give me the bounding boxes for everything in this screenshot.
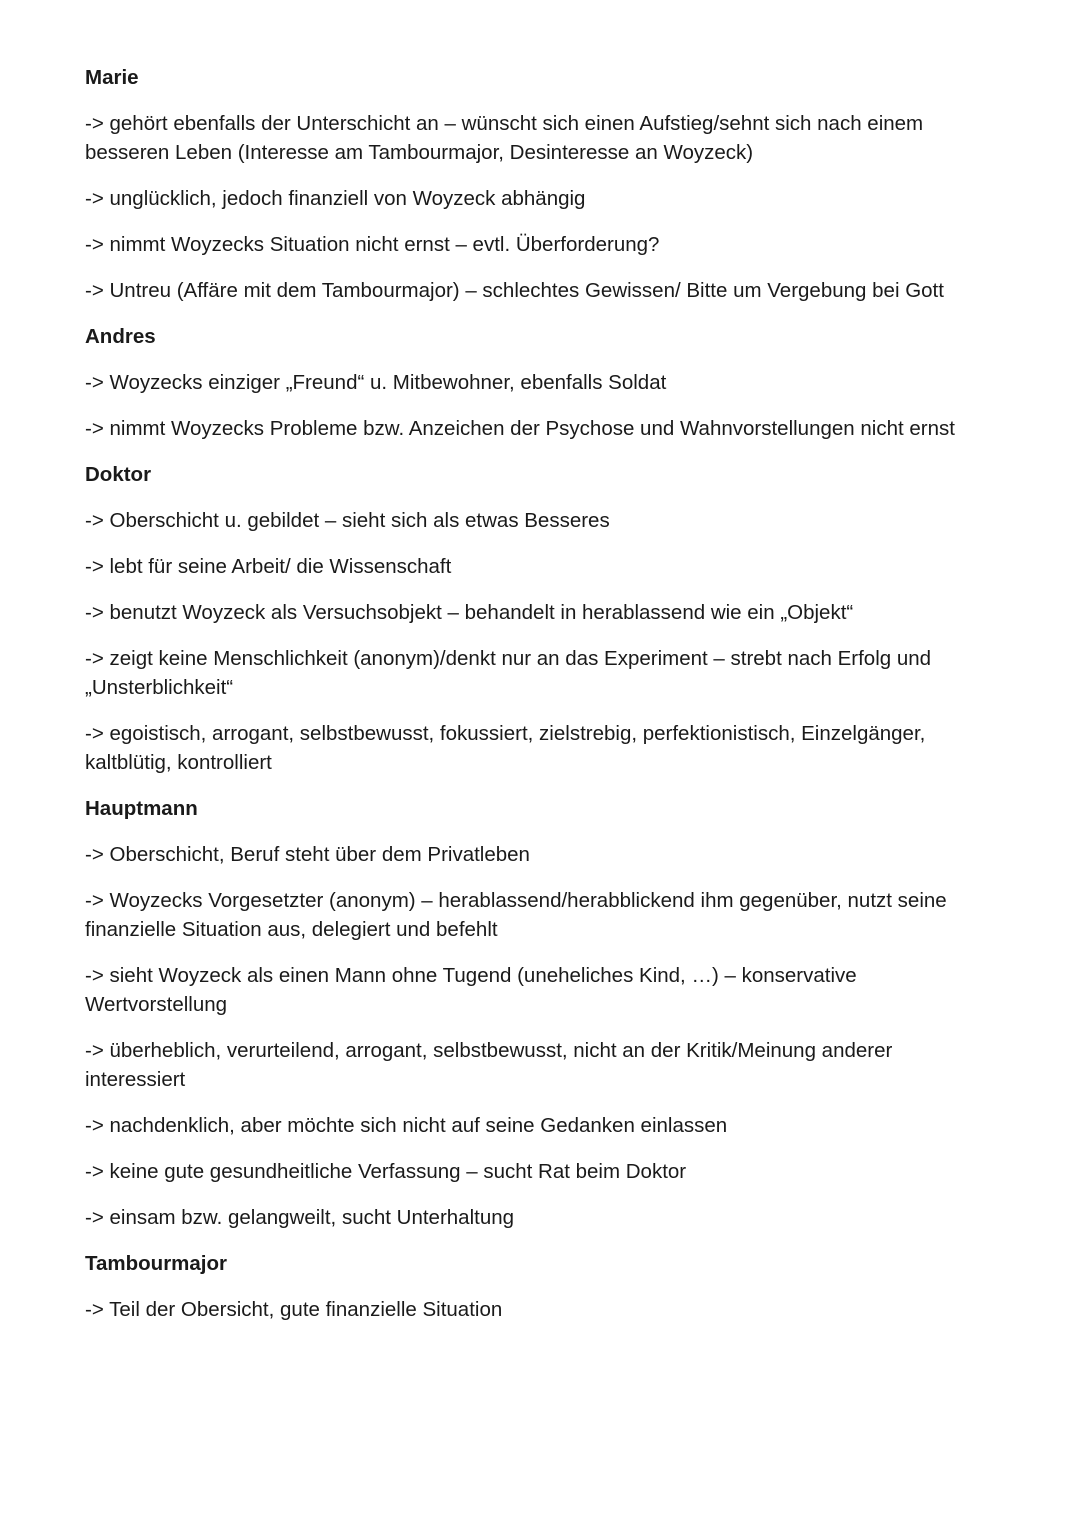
list-item: -> lebt für seine Arbeit/ die Wissenschaft (85, 555, 452, 578)
section-heading: Andres (85, 325, 156, 348)
list-item: -> einsam bzw. gelangweilt, sucht Unterhaltung (85, 1206, 515, 1229)
list-item: -> Oberschicht u. gebildet – sieht sich als etwas Besseres (85, 509, 610, 532)
section-heading: Tambourmajor (85, 1252, 227, 1275)
section-heading: Doktor (85, 463, 152, 486)
list-item: -> gehört ebenfalls der Unterschicht an – wünscht sich einen Aufstieg/sehnt sich nach einem besseren Leben (Interesse am Tambourmajor, Desinteresse an Woyzeck) (85, 112, 924, 164)
list-item: -> unglücklich, jedoch finanziell von Woyzeck abhängig (85, 187, 586, 210)
section-andres (85, 322, 985, 443)
section-tambourmajor (85, 1249, 985, 1324)
list-item: -> sieht Woyzeck als einen Mann ohne Tugend (uneheliches Kind, …) – konservative Wertvorstellung (85, 964, 857, 1016)
section-doktor (85, 460, 985, 777)
list-item: -> nimmt Woyzecks Situation nicht ernst – evtl. Überforderung? (85, 233, 660, 256)
section-heading: Hauptmann (85, 797, 198, 820)
list-item: -> benutzt Woyzeck als Versuchsobjekt – behandelt in herablassend wie ein „Objekt“ (85, 601, 854, 624)
list-item: -> Untreu (Affäre mit dem Tambourmajor) – schlechtes Gewissen/ Bitte um Vergebung bei Gott (85, 279, 944, 302)
list-item: -> Teil der Obersicht, gute finanzielle Situation (85, 1298, 503, 1321)
list-item: -> überheblich, verurteilend, arrogant, selbstbewusst, nicht an der Kritik/Meinung anderer interessiert (85, 1039, 893, 1091)
list-item: -> Woyzecks einziger „Freund“ u. Mitbewohner, ebenfalls Soldat (85, 371, 667, 394)
document-page (85, 63, 985, 1341)
section-hauptmann (85, 794, 985, 1232)
list-item: -> nimmt Woyzecks Probleme bzw. Anzeichen der Psychose und Wahnvorstellungen nicht ernst (85, 417, 955, 440)
list-item: -> nachdenklich, aber möchte sich nicht auf seine Gedanken einlassen (85, 1114, 728, 1137)
list-item: -> egoistisch, arrogant, selbstbewusst, fokussiert, zielstrebig, perfektionistisch, Einzelgänger, kaltblütig, kontrolliert (85, 722, 926, 774)
list-item: -> zeigt keine Menschlichkeit (anonym)/denkt nur an das Experiment – strebt nach Erfolg und „Unsterblichkeit“ (85, 647, 932, 699)
section-marie (85, 63, 985, 305)
list-item: -> Woyzecks Vorgesetzter (anonym) – herablassend/herabblickend ihm gegenüber, nutzt seine finanzielle Situation aus, delegiert und befehlt (85, 889, 947, 941)
section-heading: Marie (85, 66, 139, 89)
list-item: -> Oberschicht, Beruf steht über dem Privatleben (85, 843, 530, 866)
list-item: -> keine gute gesundheitliche Verfassung – sucht Rat beim Doktor (85, 1160, 687, 1183)
